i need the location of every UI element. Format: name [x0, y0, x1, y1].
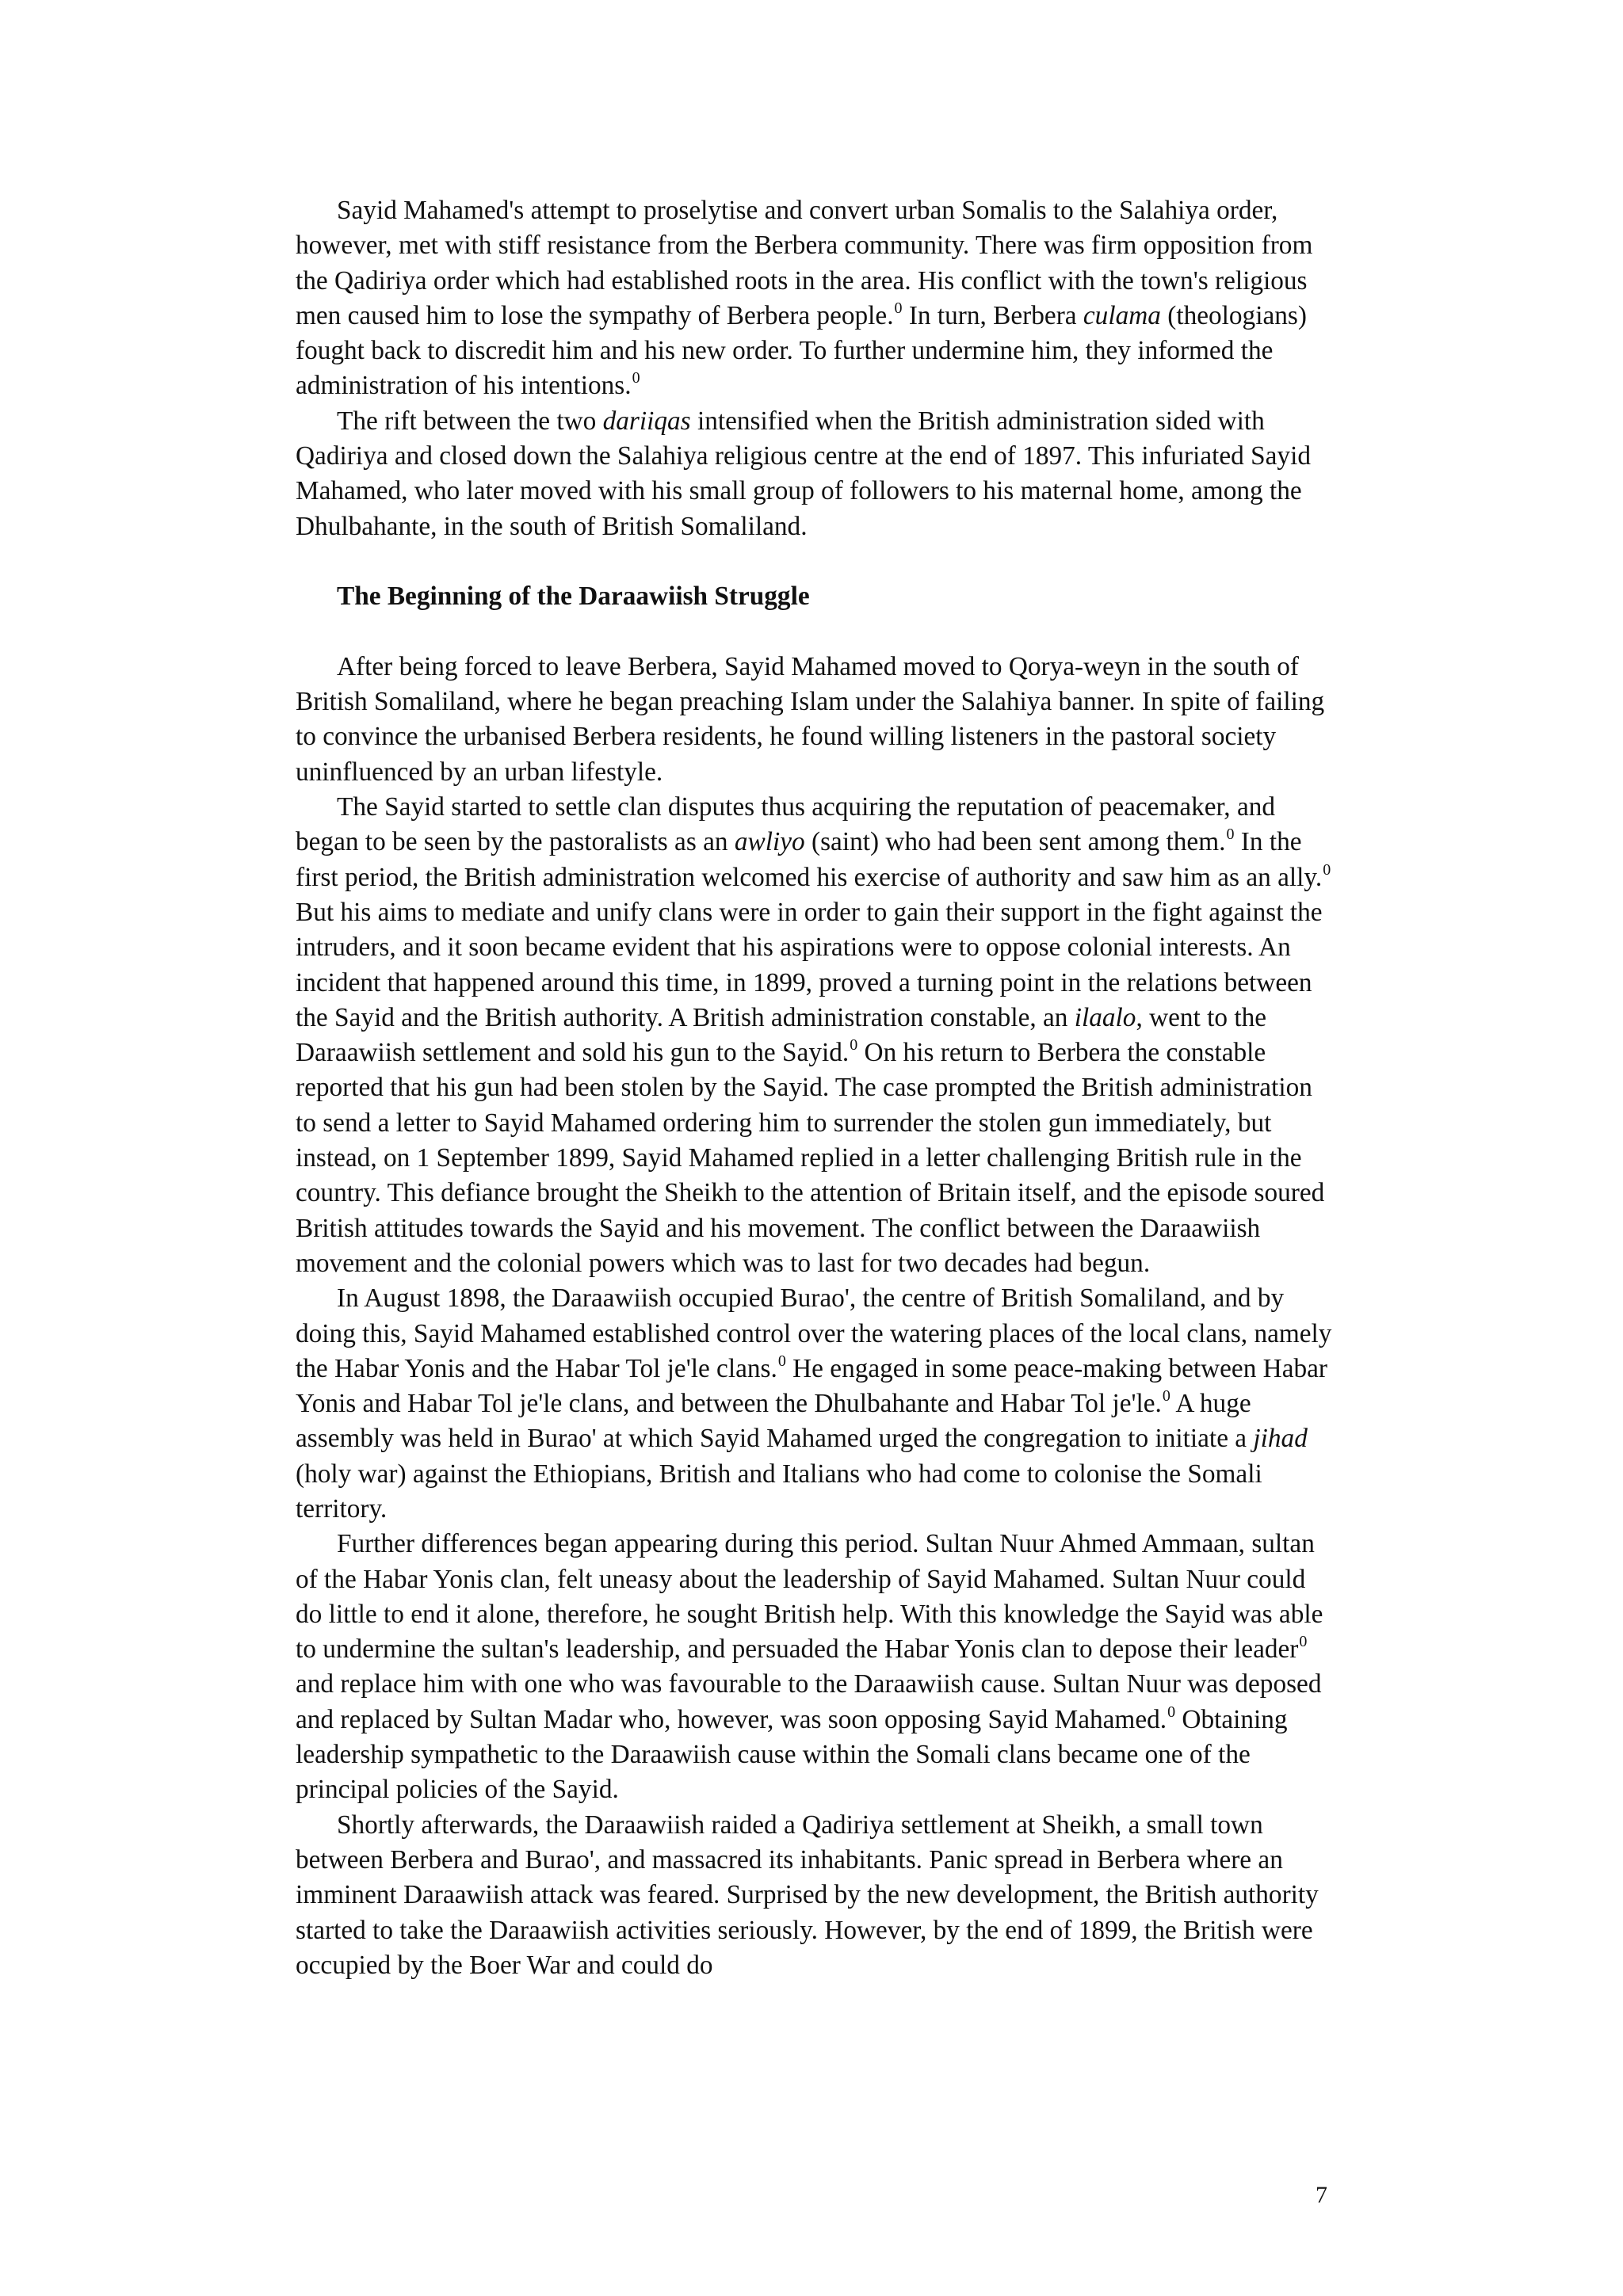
paragraph-text: Obtaining leadership sympathetic to the Daraawiish cause within the Somali clans became one of the principal policies of the Sayid. — [296, 1704, 1288, 1805]
paragraph-text: The rift between the two — [337, 406, 603, 436]
paragraph-text: (saint) who had been sent among them. — [804, 827, 1226, 857]
footnote-marker: 0 — [1167, 1703, 1176, 1721]
footnote-marker: 0 — [1323, 860, 1331, 879]
paragraph-text: Shortly afterwards, the Daraawiish raided a Qadiriya settlement at Sheikh, a small town between Berbera and Burao', and massacred its inhabitants. Panic spread in Berbera where an imminent Daraawiish attack was feared. Surprised by the new development, the British authority started to take the Daraawiish activities seriously. However, by the end of 1899, the British were occupied by the Boer War and could do — [296, 1810, 1319, 1980]
italic-term: dariiqas — [602, 406, 691, 436]
footnote-marker: 0 — [850, 1036, 858, 1055]
paragraph-text: Sayid Mahamed's attempt to proselytise and convert urban Somalis to the Salahiya order, however, met with stiff resistance from the Berbera community. There was firm opposition from the Qadiriya order which had established roots in the area. His conflict with the town's religious men caused him to lose the sympathy of Berbera people. — [296, 196, 1313, 330]
paragraph-text: intensified when the British administration sided with Qadiriya and closed down the Salahiya religious centre at the end of 1897. This infuriated Sayid Mahamed, who later moved with his small group of followers to his maternal home, among the Dhulbahante, in the south of British Somaliland. — [296, 406, 1311, 541]
paragraph-text: A huge assembly was held in Burao' at which Sayid Mahamed urged the congregation to initiate a — [296, 1389, 1254, 1454]
footnote-marker: 0 — [1162, 1387, 1170, 1405]
footnote-marker: 0 — [894, 299, 903, 317]
paragraph — [296, 790, 1338, 1281]
paragraph-text: He engaged in some peace-making between Habar Yonis and Habar Tol je'le clans, and between the Dhulbahante and Habar Tol je'le. — [296, 1353, 1328, 1419]
paragraph-text: In the first period, the British administration welcomed his exercise of authority and saw him as an ally. — [296, 827, 1323, 892]
paragraph — [296, 193, 1338, 404]
paragraph-text: In August 1898, the Daraawiish occupied Burao', the centre of British Somaliland, and by doing this, Sayid Mahamed established control over the watering places of the local clans, namely the Habar Yonis and the Habar Tol je'le clans. — [296, 1283, 1332, 1383]
paragraph-text: (holy war) against the Ethiopians, British and Italians who had come to colonise the Somali territory. — [296, 1459, 1262, 1524]
paragraph — [296, 650, 1338, 790]
footnote-marker: 0 — [1299, 1633, 1308, 1651]
paragraph-text: In turn, Berbera — [902, 300, 1083, 330]
paragraph-text: Further differences began appearing during this period. Sultan Nuur Ahmed Ammaan, sultan of the Habar Yonis clan, felt uneasy about the leadership of Sayid Mahamed. Sultan Nuur could do little to end it alone, therefore, he sought British help. With this knowledge the Sayid was able to undermine the sultan's leadership, and persuaded the Habar Yonis clan to depose their leader — [296, 1529, 1323, 1665]
paragraph-text: (theologians) fought back to discredit him and his new order. To further undermine him, they informed the administration of his intentions. — [296, 300, 1307, 401]
section-heading: The Beginning of the Daraawiish Struggle — [337, 582, 810, 612]
paragraph — [296, 1281, 1338, 1527]
paragraph-text: On his return to Berbera the constable reported that his gun had been stolen by the Sayid. The case prompted the British administration to send a letter to Sayid Mahamed ordering him to surrender the stolen gun immediately, but instead, on 1 September 1899, Sayid Mahamed replied in a letter challenging British rule in the country. This defiance brought the Sheikh to the attention of Britain itself, and the episode soured British attitudes towards the Sayid and his movement. The conflict between the Daraawiish movement and the colonial powers which was to last for two decades had begun. — [296, 1038, 1325, 1278]
paragraph-text: and replace him with one who was favourable to the Daraawiish cause. Sultan Nuur was deposed and replaced by Sultan Madar who, however, was soon opposing Sayid Mahamed. — [296, 1669, 1322, 1734]
italic-term: culama — [1083, 300, 1161, 330]
italic-term: ilaalo — [1074, 1002, 1136, 1032]
paragraph — [296, 1808, 1338, 1983]
italic-term: jihad — [1253, 1424, 1308, 1454]
paragraph — [296, 1527, 1338, 1807]
paragraph-text: After being forced to leave Berbera, Sayid Mahamed moved to Qorya-weyn in the south of British Somaliland, where he began preaching Islam under the Salahiya banner. In spite of failing to convince the urbanised Berbera residents, he found willing listeners in the pastoral society uninfluenced by an urban lifestyle. — [296, 651, 1325, 787]
paragraph-text: The Sayid started to settle clan disputes thus acquiring the reputation of peacemaker, and began to be seen by the pastoralists as an — [296, 792, 1276, 857]
footnote-marker: 0 — [777, 1352, 786, 1370]
footnote-marker: 0 — [632, 369, 640, 387]
paragraph-text: , went to the Daraawiish settlement and sold his gun to the Sayid. — [296, 1002, 1267, 1068]
page-number: 7 — [1316, 2182, 1327, 2208]
paragraph-text: But his aims to mediate and unify clans were in order to gain their support in the fight against the intruders, and it soon became evident that his aspirations were to oppose colonial interests. An incident that happened around this time, in 1899, proved a turning point in the relations between the Sayid and the British authority. A British administration constable, an — [296, 897, 1323, 1032]
italic-term: awliyo — [734, 827, 805, 857]
document-body — [296, 193, 1338, 1983]
section-after-heading — [296, 650, 1338, 1983]
footnote-marker: 0 — [1226, 826, 1235, 844]
paragraph — [296, 404, 1338, 544]
section-before-heading — [296, 193, 1338, 544]
